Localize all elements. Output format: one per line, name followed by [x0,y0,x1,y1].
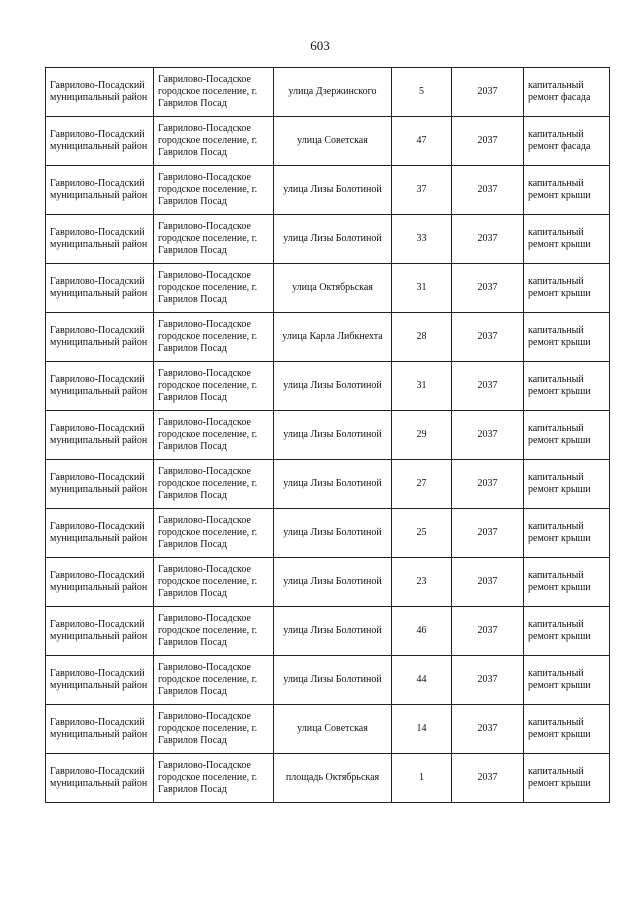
table-row [46,411,610,460]
work-type-cell: капитальный ремонт крыши [524,754,610,803]
house-number-cell: 31 [392,264,452,313]
year-cell: 2037 [452,362,524,411]
house-number-cell: 37 [392,166,452,215]
table-row [46,754,610,803]
settlement-cell: Гаврилово-Посадское городское поселение, г. Гаврилов Посад [154,313,274,362]
street-cell: улица Лизы Болотиной [274,411,392,460]
work-type-cell: капитальный ремонт фасада [524,68,610,117]
settlement-cell: Гаврилово-Посадское городское поселение, г. Гаврилов Посад [154,509,274,558]
street-cell: улица Лизы Болотиной [274,607,392,656]
street-cell: улица Лизы Болотиной [274,656,392,705]
year-cell: 2037 [452,215,524,264]
year-cell: 2037 [452,705,524,754]
year-cell: 2037 [452,264,524,313]
house-number-cell: 44 [392,656,452,705]
work-type-cell: капитальный ремонт крыши [524,509,610,558]
settlement-cell: Гаврилово-Посадское городское поселение, г. Гаврилов Посад [154,411,274,460]
street-cell: улица Советская [274,117,392,166]
table-row [46,215,610,264]
district-cell: Гаврилово-Посадский муниципальный район [46,411,154,460]
table-row [46,460,610,509]
street-cell: улица Октябрьская [274,264,392,313]
house-number-cell: 46 [392,607,452,656]
district-cell: Гаврилово-Посадский муниципальный район [46,166,154,215]
table-row [46,264,610,313]
district-cell: Гаврилово-Посадский муниципальный район [46,68,154,117]
settlement-cell: Гаврилово-Посадское городское поселение, г. Гаврилов Посад [154,117,274,166]
year-cell: 2037 [452,558,524,607]
table-row [46,68,610,117]
house-number-cell: 23 [392,558,452,607]
house-number-cell: 27 [392,460,452,509]
settlement-cell: Гаврилово-Посадское городское поселение, г. Гаврилов Посад [154,215,274,264]
page-number: 603 [310,38,330,53]
settlement-cell: Гаврилово-Посадское городское поселение, г. Гаврилов Посад [154,656,274,705]
settlement-cell: Гаврилово-Посадское городское поселение, г. Гаврилов Посад [154,754,274,803]
district-cell: Гаврилово-Посадский муниципальный район [46,117,154,166]
district-cell: Гаврилово-Посадский муниципальный район [46,215,154,264]
table-row [46,313,610,362]
street-cell: улица Лизы Болотиной [274,460,392,509]
work-type-cell: капитальный ремонт крыши [524,313,610,362]
year-cell: 2037 [452,68,524,117]
house-number-cell: 31 [392,362,452,411]
work-type-cell: капитальный ремонт крыши [524,607,610,656]
street-cell: площадь Октябрьская [274,754,392,803]
table-row [46,166,610,215]
house-number-cell: 28 [392,313,452,362]
district-cell: Гаврилово-Посадский муниципальный район [46,607,154,656]
registry-rows [46,68,610,803]
work-type-cell: капитальный ремонт крыши [524,460,610,509]
table-row [46,117,610,166]
settlement-cell: Гаврилово-Посадское городское поселение, г. Гаврилов Посад [154,362,274,411]
table-row [46,656,610,705]
settlement-cell: Гаврилово-Посадское городское поселение, г. Гаврилов Посад [154,705,274,754]
district-cell: Гаврилово-Посадский муниципальный район [46,264,154,313]
year-cell: 2037 [452,313,524,362]
work-type-cell: капитальный ремонт фасада [524,117,610,166]
house-number-cell: 47 [392,117,452,166]
year-cell: 2037 [452,509,524,558]
street-cell: улица Лизы Болотиной [274,362,392,411]
year-cell: 2037 [452,656,524,705]
street-cell: улица Лизы Болотиной [274,166,392,215]
year-cell: 2037 [452,411,524,460]
house-number-cell: 25 [392,509,452,558]
district-cell: Гаврилово-Посадский муниципальный район [46,754,154,803]
table-row [46,607,610,656]
year-cell: 2037 [452,117,524,166]
settlement-cell: Гаврилово-Посадское городское поселение, г. Гаврилов Посад [154,460,274,509]
work-type-cell: капитальный ремонт крыши [524,558,610,607]
district-cell: Гаврилово-Посадский муниципальный район [46,313,154,362]
street-cell: улица Карла Либкнехта [274,313,392,362]
house-number-cell: 33 [392,215,452,264]
year-cell: 2037 [452,754,524,803]
district-cell: Гаврилово-Посадский муниципальный район [46,460,154,509]
settlement-cell: Гаврилово-Посадское городское поселение, г. Гаврилов Посад [154,607,274,656]
work-type-cell: капитальный ремонт крыши [524,656,610,705]
registry-table [45,67,610,803]
work-type-cell: капитальный ремонт крыши [524,362,610,411]
district-cell: Гаврилово-Посадский муниципальный район [46,558,154,607]
street-cell: улица Дзержинского [274,68,392,117]
year-cell: 2037 [452,607,524,656]
table-row [46,362,610,411]
district-cell: Гаврилово-Посадский муниципальный район [46,705,154,754]
work-type-cell: капитальный ремонт крыши [524,705,610,754]
district-cell: Гаврилово-Посадский муниципальный район [46,362,154,411]
settlement-cell: Гаврилово-Посадское городское поселение, г. Гаврилов Посад [154,558,274,607]
year-cell: 2037 [452,460,524,509]
street-cell: улица Лизы Болотиной [274,215,392,264]
street-cell: улица Лизы Болотиной [274,509,392,558]
work-type-cell: капитальный ремонт крыши [524,215,610,264]
district-cell: Гаврилово-Посадский муниципальный район [46,509,154,558]
year-cell: 2037 [452,166,524,215]
table-row [46,705,610,754]
house-number-cell: 1 [392,754,452,803]
street-cell: улица Лизы Болотиной [274,558,392,607]
house-number-cell: 5 [392,68,452,117]
work-type-cell: капитальный ремонт крыши [524,411,610,460]
table-row [46,558,610,607]
house-number-cell: 14 [392,705,452,754]
work-type-cell: капитальный ремонт крыши [524,264,610,313]
settlement-cell: Гаврилово-Посадское городское поселение, г. Гаврилов Посад [154,264,274,313]
district-cell: Гаврилово-Посадский муниципальный район [46,656,154,705]
settlement-cell: Гаврилово-Посадское городское поселение, г. Гаврилов Посад [154,166,274,215]
work-type-cell: капитальный ремонт крыши [524,166,610,215]
table-row [46,509,610,558]
settlement-cell: Гаврилово-Посадское городское поселение, г. Гаврилов Посад [154,68,274,117]
house-number-cell: 29 [392,411,452,460]
street-cell: улица Советская [274,705,392,754]
